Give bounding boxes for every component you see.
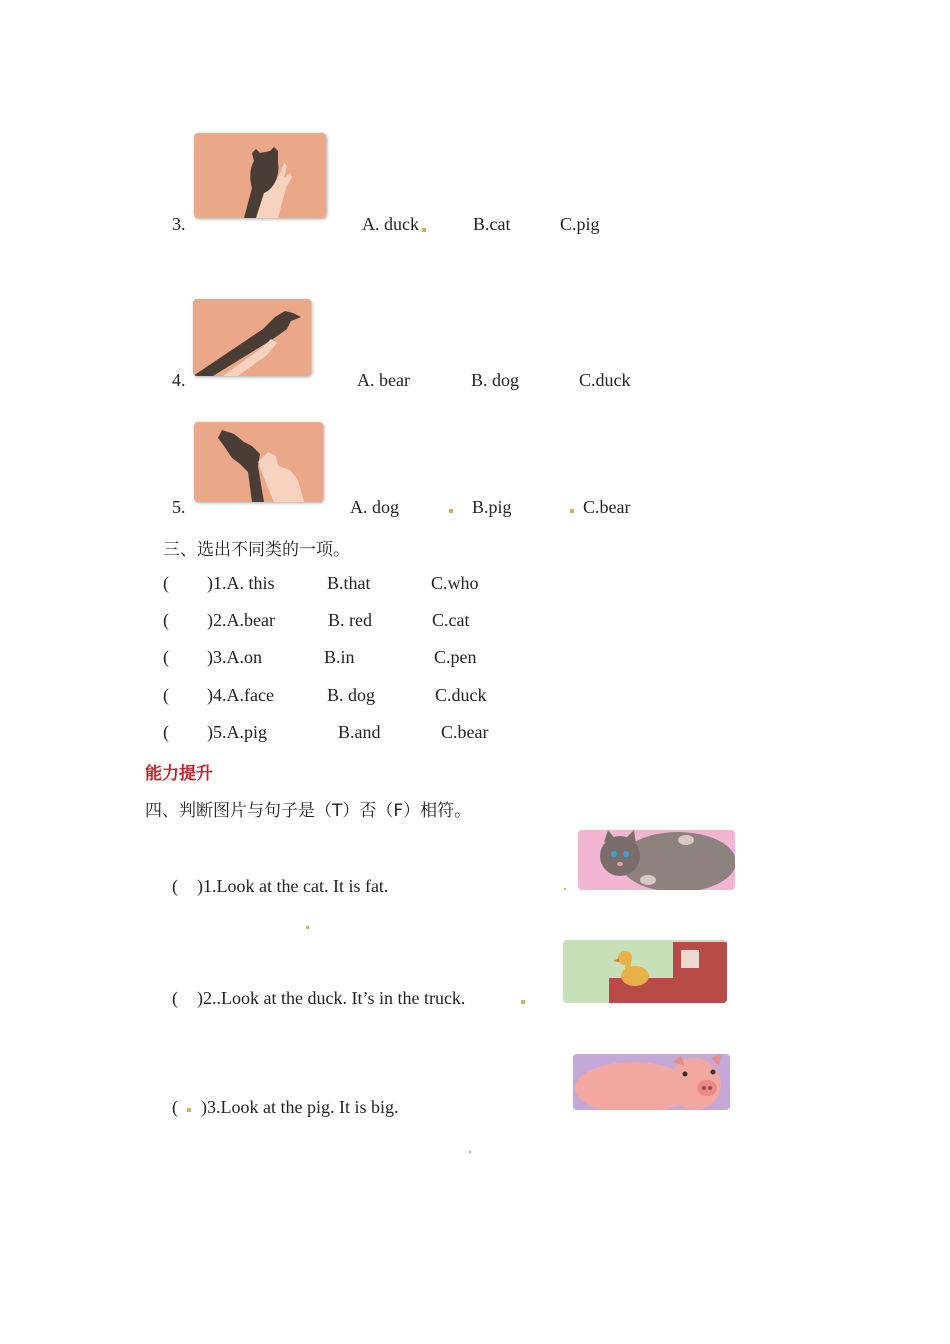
- item-3-option-c: C.pig: [560, 214, 600, 234]
- mark-dot: [306, 926, 309, 929]
- tf2-sentence: )2..Look at the duck. It’s in the truck.: [197, 988, 466, 1008]
- tf2-paren: (: [172, 988, 178, 1008]
- q2-option-c: C.cat: [432, 610, 470, 630]
- mark-dot: [564, 888, 566, 890]
- dog-shadow-icon: [194, 422, 323, 502]
- item-3-number: 3.: [172, 214, 186, 234]
- tf3-paren: (: [172, 1097, 178, 1117]
- item-4-option-c: C.duck: [579, 370, 631, 390]
- mark-dot: [469, 1151, 471, 1153]
- q1-option-a: )1.A. this: [207, 573, 275, 593]
- duck-truck-icon: [563, 940, 727, 1003]
- section-3-title: 三、选出不同类的一项。: [163, 540, 350, 560]
- pig-icon: [573, 1054, 730, 1110]
- q3-option-c: C.pen: [434, 647, 477, 667]
- mark-dot: [570, 509, 574, 513]
- q2-option-b: B. red: [328, 610, 372, 630]
- q4-option-b: B. dog: [327, 685, 376, 705]
- item-5-option-c: C.bear: [583, 497, 631, 517]
- q3-paren: (: [163, 647, 169, 667]
- q3-option-b: B.in: [324, 647, 355, 667]
- item-5-option-b: B.pig: [472, 497, 512, 517]
- tf3-sentence: )3.Look at the pig. It is big.: [201, 1097, 399, 1117]
- q2-option-a: )2.A.bear: [207, 610, 275, 630]
- q5-option-c: C.bear: [441, 722, 489, 742]
- item-3-option-a: A. duck: [362, 214, 419, 234]
- fat-cat-icon: [578, 830, 735, 890]
- section-4-title: 四、判断图片与句子是（T）否（F）相符。: [145, 801, 472, 821]
- mark-dot: [187, 1108, 191, 1112]
- tf1-paren: (: [172, 876, 178, 896]
- q3-option-a: )3.A.on: [207, 647, 262, 667]
- bear-shadow-icon: [194, 133, 326, 218]
- item-3-option-b: B.cat: [473, 214, 511, 234]
- ability-heading: 能力提升: [145, 764, 213, 784]
- q4-paren: (: [163, 685, 169, 705]
- tf1-sentence: )1.Look at the cat. It is fat.: [197, 876, 389, 896]
- q5-paren: (: [163, 722, 169, 742]
- item-5-number: 5.: [172, 497, 186, 517]
- mark-dot: [422, 228, 426, 232]
- q1-option-c: C.who: [431, 573, 479, 593]
- item-4-option-a: A. bear: [357, 370, 410, 390]
- q5-option-b: B.and: [338, 722, 381, 742]
- mark-dot: [449, 509, 453, 513]
- q5-option-a: )5.A.pig: [207, 722, 267, 742]
- item-5-option-a: A. dog: [350, 497, 399, 517]
- item-4-number: 4.: [172, 370, 186, 390]
- q4-option-c: C.duck: [435, 685, 487, 705]
- q4-option-a: )4.A.face: [207, 685, 274, 705]
- duck-shadow-icon: [193, 299, 311, 376]
- mark-dot: [521, 1000, 525, 1004]
- q1-paren: (: [163, 573, 169, 593]
- q1-option-b: B.that: [327, 573, 371, 593]
- item-4-option-b: B. dog: [471, 370, 520, 390]
- q2-paren: (: [163, 610, 169, 630]
